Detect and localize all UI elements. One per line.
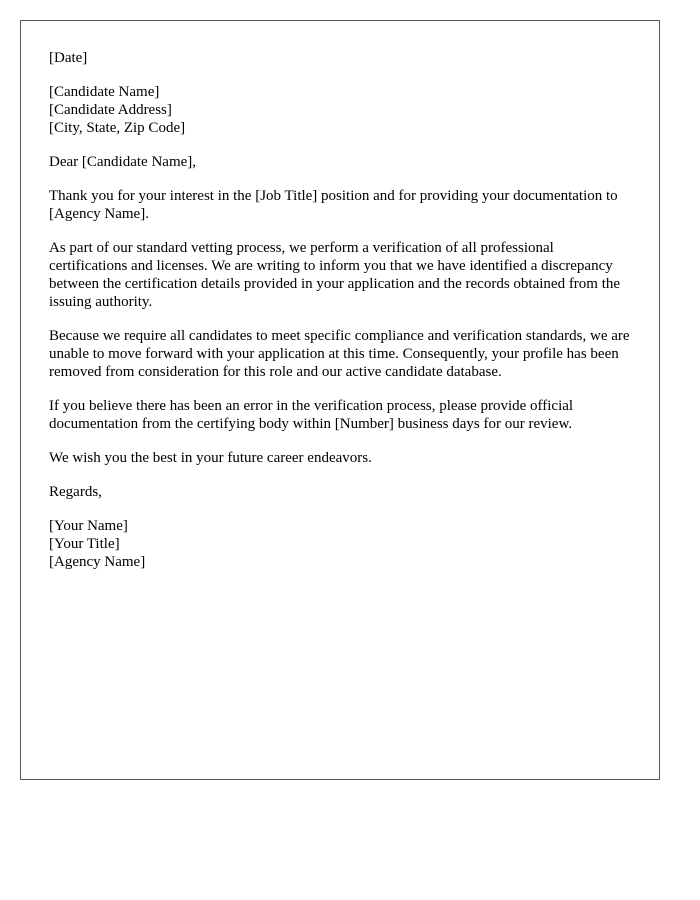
letter-page	[20, 20, 660, 780]
body-paragraph-2: As part of our standard vetting process, we perform a verification of all professional certifications and licenses. We are writing to inform you that we have identified a discrepancy between the certification details provided in your application and the records obtained from the issuing authority.	[49, 240, 621, 310]
body-paragraph-1: Thank you for your interest in the [Job Title] position and for providing your documentation to [Agency Name].	[49, 188, 618, 222]
signature-title: [Your Title]	[49, 536, 120, 552]
closing: Regards,	[49, 484, 102, 500]
recipient-address: [Candidate Address]	[49, 102, 172, 118]
signature-block	[49, 517, 631, 571]
signature-agency: [Agency Name]	[49, 554, 146, 570]
body-paragraph-3: Because we require all candidates to meet specific compliance and verification standards, we are unable to move forward with your application at this time. Consequently, your profile has been removed from consideration for this role and our active candidate database.	[49, 328, 630, 380]
signature-name: [Your Name]	[49, 518, 128, 534]
recipient-city-state-zip: [City, State, Zip Code]	[49, 120, 186, 136]
salutation: Dear [Candidate Name],	[49, 154, 197, 170]
recipient-name: [Candidate Name]	[49, 84, 160, 100]
body-paragraph-5: We wish you the best in your future career endeavors.	[49, 450, 372, 466]
letter-date: [Date]	[49, 50, 88, 66]
recipient-block	[49, 83, 631, 137]
body-paragraph-4: If you believe there has been an error in the verification process, please provide official documentation from the certifying body within [Number] business days for our review.	[49, 398, 574, 432]
